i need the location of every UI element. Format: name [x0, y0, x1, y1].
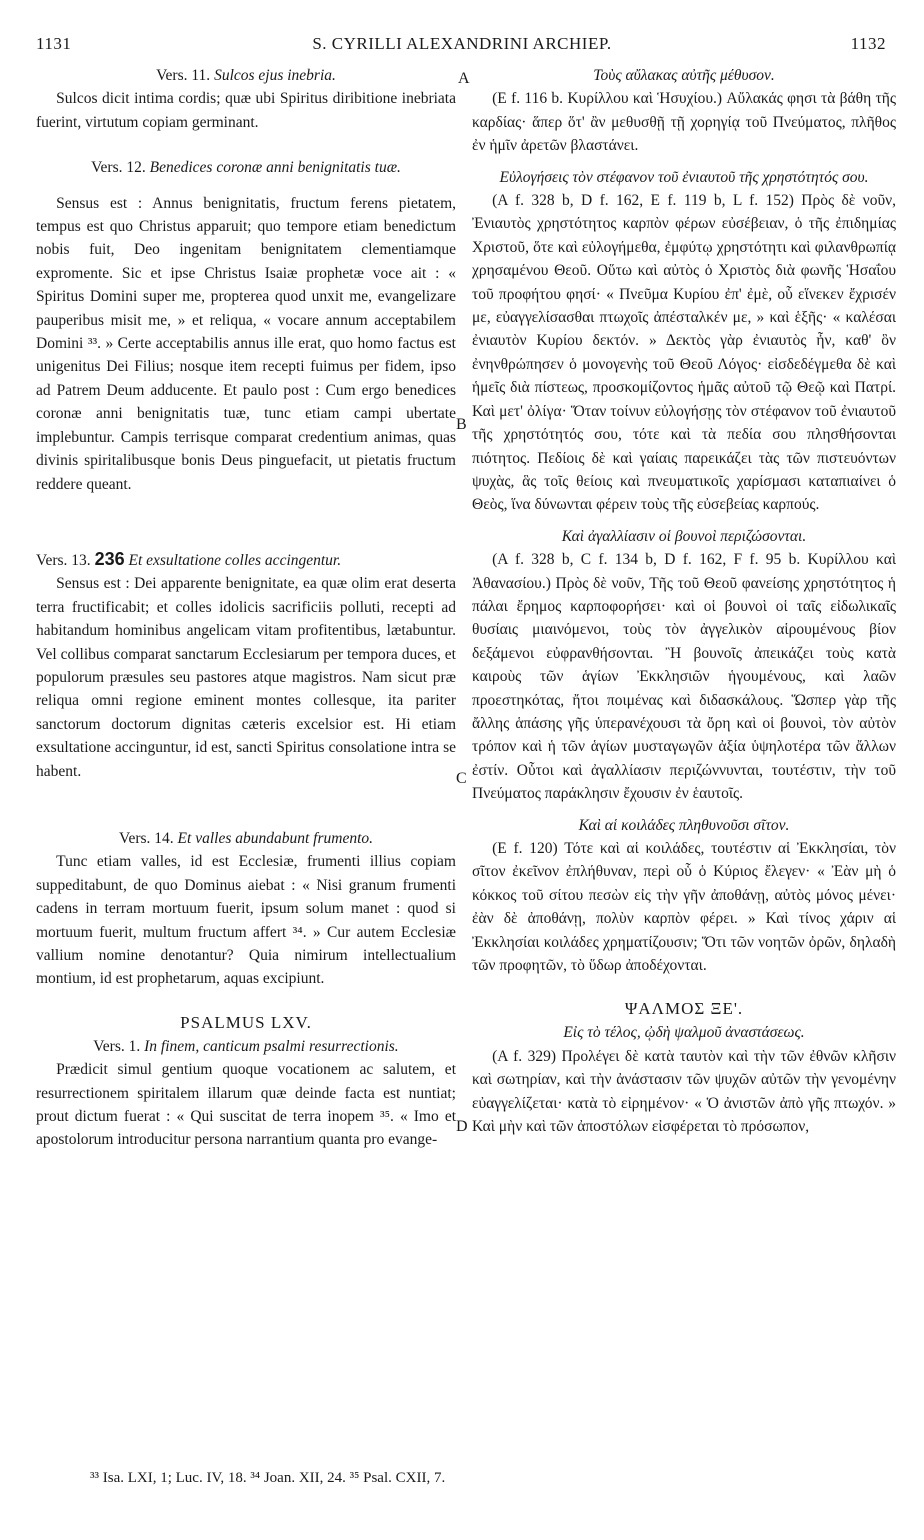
margin-marker-b: B: [456, 416, 467, 433]
latin-verse-14-heading: [36, 827, 456, 850]
greek-verse-12-heading: Εὐλογήσεις τὸν στέφανον τοῦ ἐνιαυτοῦ τῆς χρηστότητός σου.: [499, 168, 869, 186]
greek-verse-13-body: (A f. 328 b, C f. 134 b, D f. 162, F f. 95 b. Κυρίλλου καὶ Ἀθανασίου.) Πρὸς δὲ νοῦν, Τῆς τοῦ Θεοῦ φανείσης χρηστότητος ἡ πάλαι ἔρημος καρποφορήσει· καὶ οἱ βουνοὶ οἱ ταῖς εἰδωλικαῖς θυσίαις μιαινόμενοι, τοὺς τὸν ἀγγελικὸν αἱρουμένους βίον δεξάμενοι εὐφρανθήσονται. Ἢ βουνοῖς ἀπεικάζει τοὺς κατὰ καιροὺς τῶν ἁγίων Ἐκκλησιῶν ἡγουμένους, καὶ λαῶν προεστηκότας, ἤτοι ποιμένας καὶ διδασκάλους. Ὥσπερ γὰρ τῆς ἄλλης ἁπάσης γῆς ὑπερανέχουσι τὰ ὄρη καὶ οἱ βουνοὶ, τὸν αὐτὸν τρόπον καὶ ἡ τῶν ἁγίων μυσταγωγῶν ἀξία ὑψηλοτέρα τῶν ἄλλων ἐστίν. Οὗτοι καὶ ἀγαλλίασιν περιζώννυνται, τουτέστιν, τὴν τοῦ Πνεύματος παράκλησιν ἔχουσιν ἐν ἑαυτοῖς.: [472, 551, 896, 803]
greek-verse-14-heading: Καὶ αἱ κοιλάδες πληθυνοῦσι σῖτον.: [578, 816, 790, 834]
latin-psalm-title: PSALMUS LXV.: [180, 1012, 312, 1032]
margin-marker-d: D: [456, 1118, 468, 1135]
column-number: 236: [94, 548, 125, 569]
greek-psalm-verse-1-heading: Εἰς τὸ τέλος, ᾠδὴ ψαλμοῦ ἀναστάσεως.: [563, 1024, 805, 1042]
latin-verse-12-heading: [36, 156, 456, 179]
margin-marker-c: C: [456, 770, 467, 787]
verse-text: Et exsultatione colles accingentur.: [128, 551, 342, 569]
verse-text: Benedices coronæ anni benignitatis tuæ.: [149, 159, 401, 177]
verse-number: Vers. 1.: [93, 1037, 141, 1055]
left-page-number: 1131: [36, 34, 72, 53]
latin-verse-12-body: Sensus est : Annus benignitatis, fructum ferens pietatem, tempus est quo Christus apparuit; quo tempore etiam benedictum nobis fuit, Deo ingenitam benignitatem clementiamque expromente. Sic et ipse Christus Isaiæ prophetæ voce ait : « Spiritus Domini super me, propterea quod unxit me, evangelizare pauperibus misit me, » et reliqua, « vocare annum acceptabilem Domini ³³. » Certe acceptabilis annus ille erat, quo homo factus est unigenitus Dei Filius; nosque item recepti fuimus per fidem, ipso ad Patrem Deum adducente. Et paulo post : Cum ergo benedices coronæ anni benignitatis tuæ, tunc etiam campi ubertate implebuntur. Campis terrisque comparat credentium animas, quas divinis spiritalibusque bonis Deus pinguefacit, ut pietatis fructum reddere queant.: [36, 194, 456, 493]
verse-number: Vers. 11.: [156, 67, 211, 84]
verse-text: Et valles abundabunt frumento.: [177, 829, 373, 847]
greek-psalm-verse-1-body: (A f. 329) Προλέγει δὲ κατὰ ταυτὸν καὶ τὴν τῶν ἐθνῶν κλῆσιν καὶ σωτηρίαν, καὶ τὴν ἀνάστασιν τῶν ψυχῶν αὐτῶν τὴν γενομένην εὐαγγελίζεται· κατὰ τὸ εἰρημένον· « Ὁ ἀνιστῶν ἀπὸ γῆς πτωχόν. » Καὶ μὴν καὶ τῶν ἀποστόλων εἰσφέρεται τὸ πρόσωπον,: [472, 1047, 896, 1136]
greek-psalm-title: ΨΑΛΜΟΣ ΞΕ'.: [624, 999, 744, 1019]
verse-number: Vers. 13.: [36, 551, 91, 569]
latin-verse-13-heading: [36, 548, 456, 572]
greek-verse-12-body: (A f. 328 b, D f. 162, E f. 119 b, L f. 152) Πρὸς δὲ νοῦν, Ἐνιαυτὸς χρηστότητος καρπὸν φέρων εὐσέβειαν, ὁ τῆς ἐπιδημίας Χριστοῦ, ὅτε καὶ εὐλογήμεθα, ἐμφύτῳ χρηστότητι καὶ φιλανθρωπίᾳ χρησαμένου Θεοῦ. Οὕτω καὶ αὐτὸς ὁ Χριστὸς διὰ φωνῆς Ἡσαΐου τοῦ προφήτου φησί· « Πνεῦμα Κυρίου ἐπ' ἐμὲ, οὗ εἵνεκεν ἔχρισέν με, εὐαγγελίσασθαι πτωχοῖς ἀπέσταλκέν με, » καὶ ἑξῆς· « καλέσαι ἐνιαυτὸν Κυρίου δεκτόν. » Δεκτὸς γὰρ ἐνιαυτὸς ἦν, καθ' ὃν ἐνηνθρώπησεν ὁ μονογενὴς τοῦ Θεοῦ Λόγος· εἰσδεδέγμεθα δὲ καὶ ἡμεῖς διὰ πίστεως, προσκομίζοντος ἡμᾶς αὐτοῦ τῷ Θεῷ καὶ Πατρί. Καὶ μετ' ὀλίγα· Ὅταν τοίνυν εὐλογήσῃς τὸν στέφανον τοῦ ἐνιαυτοῦ τῆς χρηστότητός σου, τότε καὶ τὰ πεδία σου πλησθήσονται πιότητος. Πεδίοις δὲ καὶ γαίαις παρεικάζει τὰς τῶν πιστευόντων ψυχὰς, ἃς τοῖς θείοις καὶ πνευματικοῖς χαρίσμασι καταπιαίνει ὁ Θεὸς, ἵνα δύνωνται φέρειν τοὺς τῆς εὐσεβείας καρπούς.: [472, 192, 896, 514]
footnotes: ³³ Isa. LXI, 1; Luc. IV, 18. ³⁴ Joan. XII, 24. ³⁵ Psal. CXII, 7.: [90, 1470, 446, 1486]
right-page-number: 1132: [850, 34, 886, 53]
verse-text: Sulcos ejus inebria.: [214, 67, 336, 84]
margin-marker-a: A: [458, 70, 470, 87]
latin-verse-13-body: Sensus est : Dei apparente benignitate, ea quæ olim erat deserta terra fructificabit; et colles idolicis sacrificiis polluti, recepti ad habitandum hominibus angelicam vitam profitentibus, lætabuntur. Vel collibus comparat sanctarum Ecclesiarum per tempora duces, et populorum præsules seu pastores atque magistros. Nam sicut præ reliqua omni regione eminent montes collesque, ita pariter sanctorum doctorum dignitas cæteris excelsior est. Hi etiam exsultatione accinguntur, id est, sancti Spiritus consolatione intra se habent.: [36, 575, 456, 780]
latin-verse-11-body: Sulcos dicit intima cordis; quæ ubi Spiritus diribitione inebriata fuerint, virtutum copiam germinant.: [36, 90, 456, 131]
greek-verse-14-body: (E f. 120) Τότε καὶ αἱ κοιλάδες, τουτέστιν αἱ Ἐκκλησίαι, τὸν σῖτον ἐκεῖνον ἐπλήθυναν, περὶ οὗ ὁ Κύριος ἔλεγεν· « Ἐὰν μὴ ὁ κόκκος τοῦ σίτου πεσὼν εἰς τὴν γῆν ἀποθάνῃ, αὐτὸς μόνος μένει· ἐὰν δὲ ἀποθάνῃ, πολὺν καρπὸν φέρει. » Καὶ τίνος χάριν αἱ Ἐκκλησίαι κοιλάδες χρηματίζουσιν; Ὅτι τῶν νοητῶν ὀρῶν, δηλαδὴ τῶν προφητῶν, τὸ ὕδωρ ἀποδέχονται.: [472, 840, 896, 975]
latin-psalm-verse-1-heading: [36, 1035, 456, 1058]
latin-column: [36, 64, 456, 1152]
latin-psalm-verse-1-body: Prædicit simul gentium quoque vocationem ac salutem, et resurrectionem spiritalem illarum quæ deinde facta est nuntiat; prout dictum fuerat : « Qui suscitat de terra inopem ³⁵. « Imo et apostolorum introducitur persona narrantium quanta pro evange-: [36, 1061, 456, 1149]
verse-number: Vers. 14.: [118, 829, 174, 847]
running-title: S. CYRILLI ALEXANDRINI ARCHIEP.: [312, 34, 612, 53]
verse-number: Vers. 12.: [91, 159, 146, 177]
greek-column: [472, 64, 896, 1138]
latin-verse-14-body: Tunc etiam valles, id est Ecclesiæ, frumenti illius copiam suppeditabunt, de quo Dominus aiebat : « Nisi granum frumenti cadens in terram mortuum fuerit, ipsum solum manet : quod si mortuum fuerit, multum fructum affert ³⁴. » Cur autem Ecclesiæ vallium nomine denotantur? Quia nimirum intellectualium montium, id est prophetarum, aquas excipiunt.: [36, 853, 456, 988]
latin-verse-11-heading: [36, 64, 456, 87]
greek-verse-13-heading: Καὶ ἀγαλλίασιν οἱ βουνοὶ περιζώσονται.: [561, 527, 807, 545]
verse-text: In finem, canticum psalmi resurrectionis.: [144, 1037, 399, 1055]
greek-verse-11-body: (E f. 116 b. Κυρίλλου καὶ Ἡσυχίου.) Αὔλακάς φησι τὰ βάθη τῆς καρδίας· ἅπερ ὅτ' ἂν μεθυσθῇ τῇ χορηγίᾳ τοῦ Πνεύματος, πλῆθος ἐν ἡμῖν ἀρετῶν βλαστάνει.: [472, 90, 896, 155]
greek-verse-11-heading: Τοὺς αὔλακας αὐτῆς μέθυσον.: [593, 67, 775, 84]
